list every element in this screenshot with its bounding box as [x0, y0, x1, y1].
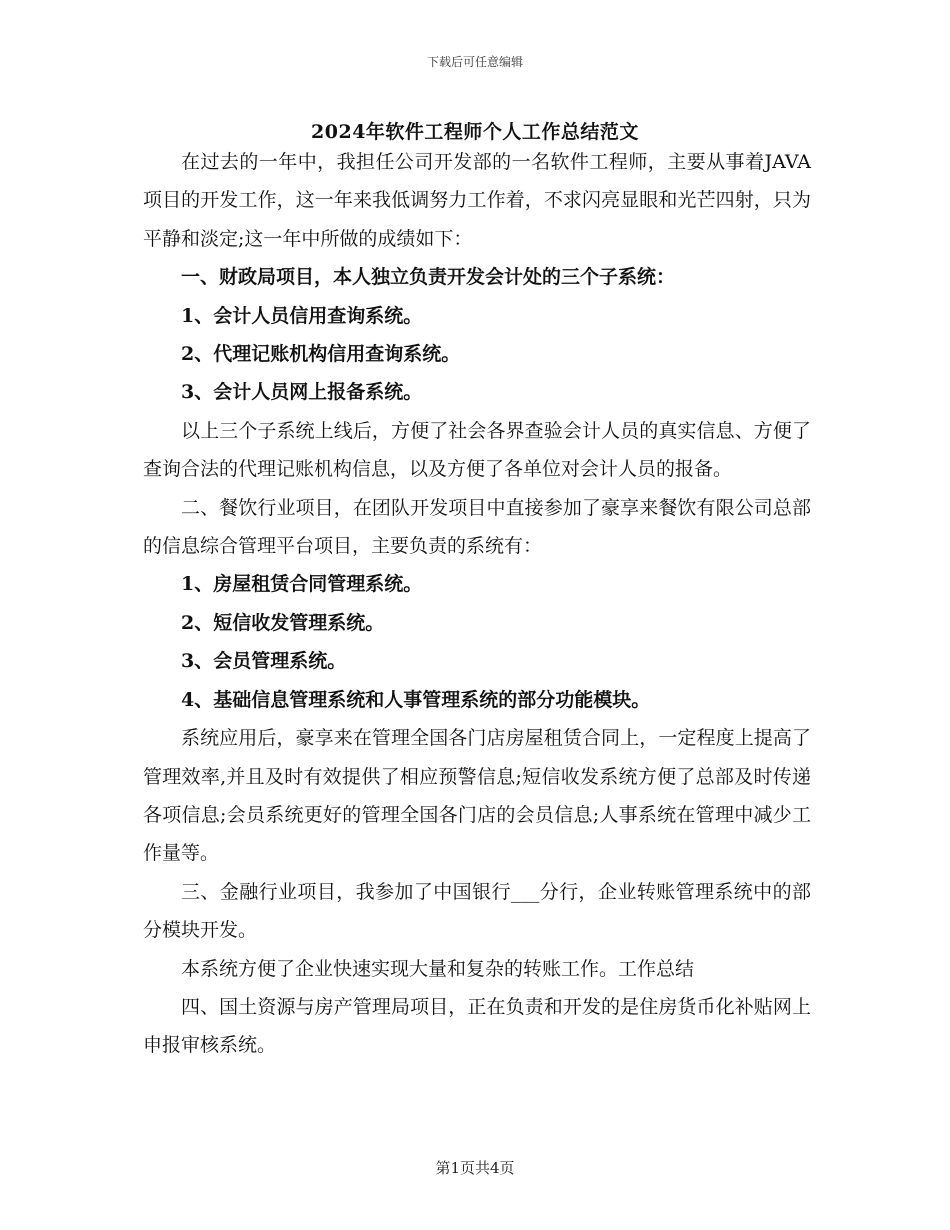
body-paragraph: 系统应用后，豪享来在管理全国各门店房屋租赁合同上，一定程度上提高了管理效率,并且及时有效提供了相应预警信息;短信收发系统方便了总部及时传递各项信息;会员系统更好的管理全国各门店的会员信息;人事系统在管理中减少工作量等。 — [143, 727, 811, 865]
list-item: 4、基础信息管理系统和人事管理系统的部分功能模块。 — [181, 688, 651, 711]
section-heading-catering: 二、餐饮行业项目，在团队开发项目中直接参加了豪享来餐饮有限公司总部的信息综合管理平台项目，主要负责的系统有： — [143, 496, 811, 558]
section-heading-finance-industry: 三、金融行业项目，我参加了中国银行___分行，企业转账管理系统中的部分模块开发。 — [143, 880, 811, 942]
section-heading-land-resources: 四、国土资源与房产管理局项目，正在负责和开发的是住房货币化补贴网上申报审核系统。 — [143, 995, 811, 1057]
intro-paragraph: 在过去的一年中，我担任公司开发部的一名软件工程师，主要从事着JAVA项目的开发工作，这一年来我低调努力工作着，不求闪亮显眼和光芒四射，只为平静和淡定;这一年中所做的成绩如下： — [143, 151, 811, 250]
page-header-note: 下载后可任意编辑 — [426, 55, 523, 69]
list-item: 1、房屋租赁合同管理系统。 — [181, 573, 423, 596]
document-body — [143, 143, 811, 1065]
page-number-footer: 第1页共4页 — [435, 1159, 515, 1177]
list-item: 1、会计人员信用查询系统。 — [181, 304, 423, 327]
list-item: 3、会计人员网上报备系统。 — [181, 381, 423, 404]
document-title: 2024年软件工程师个人工作总结范文 — [311, 121, 639, 143]
list-item: 3、会员管理系统。 — [181, 650, 347, 673]
list-item: 2、代理记账机构信用查询系统。 — [181, 343, 461, 366]
body-paragraph: 以上三个子系统上线后，方便了社会各界查验会计人员的真实信息、方便了查询合法的代理记账机构信息，以及方便了各单位对会计人员的报备。 — [143, 419, 811, 481]
list-item: 2、短信收发管理系统。 — [181, 611, 385, 634]
body-paragraph: 本系统方便了企业快速实现大量和复杂的转账工作。工作总结 — [181, 957, 695, 980]
section-heading-finance-bureau: 一、财政局项目，本人独立负责开发会计处的三个子系统： — [181, 266, 676, 289]
